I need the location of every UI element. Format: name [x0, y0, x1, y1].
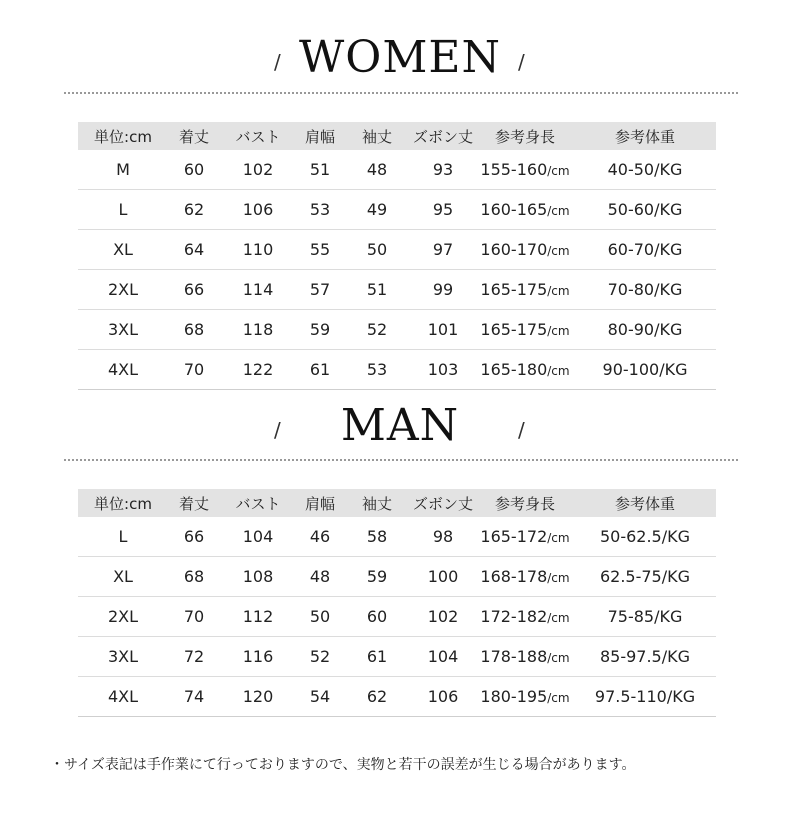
women-header-row — [78, 122, 716, 150]
cell-weight: 50-60/KG — [574, 190, 716, 230]
cell-height — [476, 350, 574, 390]
table-row — [78, 230, 716, 270]
height-unit: /cm — [547, 324, 570, 338]
cell-size: L — [78, 517, 168, 557]
cell-length: 64 — [168, 230, 220, 270]
cell-shoulder: 50 — [296, 597, 344, 637]
cell-bust: 118 — [220, 310, 296, 350]
height-value: 168-178 — [480, 567, 548, 586]
height-value: 160-170 — [480, 240, 548, 259]
man-title: MAN — [340, 400, 460, 451]
cell-pants: 106 — [410, 677, 476, 717]
cell-length: 74 — [168, 677, 220, 717]
table-row — [78, 190, 716, 230]
height-value: 165-180 — [480, 360, 548, 379]
height-unit: /cm — [547, 531, 570, 545]
cell-weight: 40-50/KG — [574, 150, 716, 190]
cell-height — [476, 557, 574, 597]
cell-size: 3XL — [78, 637, 168, 677]
column-header: ズボン丈 — [410, 122, 476, 150]
height-unit: /cm — [547, 284, 570, 298]
cell-height — [476, 270, 574, 310]
cell-weight: 85-97.5/KG — [574, 637, 716, 677]
cell-shoulder: 59 — [296, 310, 344, 350]
cell-height — [476, 150, 574, 190]
height-value: 165-175 — [480, 280, 548, 299]
cell-shoulder: 61 — [296, 350, 344, 390]
column-header: 袖丈 — [344, 122, 410, 150]
cell-sleeve: 52 — [344, 310, 410, 350]
cell-pants: 104 — [410, 637, 476, 677]
height-unit: /cm — [547, 611, 570, 625]
cell-size: L — [78, 190, 168, 230]
cell-length: 66 — [168, 270, 220, 310]
cell-height — [476, 637, 574, 677]
height-unit: /cm — [547, 204, 570, 218]
cell-bust: 104 — [220, 517, 296, 557]
cell-bust: 108 — [220, 557, 296, 597]
cell-height — [476, 597, 574, 637]
column-header: 肩幅 — [296, 489, 344, 517]
table-row — [78, 270, 716, 310]
column-header: 単位:cm — [78, 489, 168, 517]
cell-shoulder: 48 — [296, 557, 344, 597]
column-header: 着丈 — [168, 122, 220, 150]
cell-pants: 102 — [410, 597, 476, 637]
cell-shoulder: 53 — [296, 190, 344, 230]
man-slash-right: / — [518, 418, 525, 442]
cell-pants: 103 — [410, 350, 476, 390]
column-header: バスト — [220, 489, 296, 517]
height-unit: /cm — [547, 244, 570, 258]
man-header-row — [78, 489, 716, 517]
cell-weight: 50-62.5/KG — [574, 517, 716, 557]
cell-length: 72 — [168, 637, 220, 677]
women-size-table — [78, 122, 716, 390]
height-value: 165-175 — [480, 320, 548, 339]
cell-bust: 112 — [220, 597, 296, 637]
height-value: 165-172 — [480, 527, 548, 546]
women-title: WOMEN — [299, 32, 501, 83]
height-unit: /cm — [547, 691, 570, 705]
column-header: 参考体重 — [574, 489, 716, 517]
cell-pants: 97 — [410, 230, 476, 270]
women-slash-left: / — [274, 50, 281, 74]
height-value: 180-195 — [480, 687, 548, 706]
cell-shoulder: 54 — [296, 677, 344, 717]
height-value: 172-182 — [480, 607, 548, 626]
cell-sleeve: 49 — [344, 190, 410, 230]
cell-weight: 70-80/KG — [574, 270, 716, 310]
man-size-table — [78, 489, 716, 717]
table-row — [78, 150, 716, 190]
cell-size: XL — [78, 230, 168, 270]
cell-height — [476, 677, 574, 717]
cell-shoulder: 51 — [296, 150, 344, 190]
cell-weight: 97.5-110/KG — [574, 677, 716, 717]
cell-sleeve: 60 — [344, 597, 410, 637]
cell-bust: 106 — [220, 190, 296, 230]
cell-bust: 102 — [220, 150, 296, 190]
table-row — [78, 350, 716, 390]
cell-size: 2XL — [78, 270, 168, 310]
cell-height — [476, 230, 574, 270]
height-unit: /cm — [547, 364, 570, 378]
cell-weight: 90-100/KG — [574, 350, 716, 390]
cell-size: XL — [78, 557, 168, 597]
size-disclaimer-note: ・サイズ表記は手作業にて行っておりますので、実物と若干の誤差が生じる場合があります。 — [50, 757, 636, 773]
women-slash-right: / — [518, 50, 525, 74]
height-unit: /cm — [547, 164, 570, 178]
cell-pants: 100 — [410, 557, 476, 597]
cell-sleeve: 62 — [344, 677, 410, 717]
cell-height — [476, 517, 574, 557]
column-header: 参考体重 — [574, 122, 716, 150]
cell-pants: 93 — [410, 150, 476, 190]
table-row — [78, 677, 716, 717]
height-value: 155-160 — [480, 160, 548, 179]
cell-size: 2XL — [78, 597, 168, 637]
cell-height — [476, 190, 574, 230]
height-value: 160-165 — [480, 200, 548, 219]
height-unit: /cm — [547, 571, 570, 585]
height-unit: /cm — [547, 651, 570, 665]
cell-bust: 110 — [220, 230, 296, 270]
cell-weight: 62.5-75/KG — [574, 557, 716, 597]
cell-shoulder: 57 — [296, 270, 344, 310]
column-header: バスト — [220, 122, 296, 150]
column-header: 着丈 — [168, 489, 220, 517]
table-row — [78, 637, 716, 677]
women-divider — [64, 92, 738, 94]
cell-bust: 122 — [220, 350, 296, 390]
table-row — [78, 597, 716, 637]
cell-sleeve: 50 — [344, 230, 410, 270]
cell-length: 70 — [168, 597, 220, 637]
cell-bust: 116 — [220, 637, 296, 677]
cell-length: 68 — [168, 310, 220, 350]
cell-sleeve: 61 — [344, 637, 410, 677]
column-header: ズボン丈 — [410, 489, 476, 517]
cell-shoulder: 55 — [296, 230, 344, 270]
cell-size: M — [78, 150, 168, 190]
height-value: 178-188 — [480, 647, 548, 666]
cell-length: 62 — [168, 190, 220, 230]
cell-bust: 114 — [220, 270, 296, 310]
cell-size: 4XL — [78, 350, 168, 390]
column-header: 参考身長 — [476, 489, 574, 517]
cell-length: 68 — [168, 557, 220, 597]
column-header: 単位:cm — [78, 122, 168, 150]
cell-pants: 101 — [410, 310, 476, 350]
cell-shoulder: 52 — [296, 637, 344, 677]
cell-weight: 80-90/KG — [574, 310, 716, 350]
table-row — [78, 310, 716, 350]
cell-shoulder: 46 — [296, 517, 344, 557]
cell-pants: 99 — [410, 270, 476, 310]
cell-size: 3XL — [78, 310, 168, 350]
cell-sleeve: 53 — [344, 350, 410, 390]
cell-sleeve: 51 — [344, 270, 410, 310]
cell-weight: 75-85/KG — [574, 597, 716, 637]
man-slash-left: / — [274, 418, 281, 442]
cell-sleeve: 58 — [344, 517, 410, 557]
cell-length: 70 — [168, 350, 220, 390]
cell-length: 66 — [168, 517, 220, 557]
column-header: 参考身長 — [476, 122, 574, 150]
table-row — [78, 517, 716, 557]
cell-pants: 95 — [410, 190, 476, 230]
cell-sleeve: 59 — [344, 557, 410, 597]
cell-weight: 60-70/KG — [574, 230, 716, 270]
cell-height — [476, 310, 574, 350]
cell-bust: 120 — [220, 677, 296, 717]
cell-pants: 98 — [410, 517, 476, 557]
cell-sleeve: 48 — [344, 150, 410, 190]
table-row — [78, 557, 716, 597]
column-header: 肩幅 — [296, 122, 344, 150]
cell-size: 4XL — [78, 677, 168, 717]
column-header: 袖丈 — [344, 489, 410, 517]
man-divider — [64, 459, 738, 461]
cell-length: 60 — [168, 150, 220, 190]
